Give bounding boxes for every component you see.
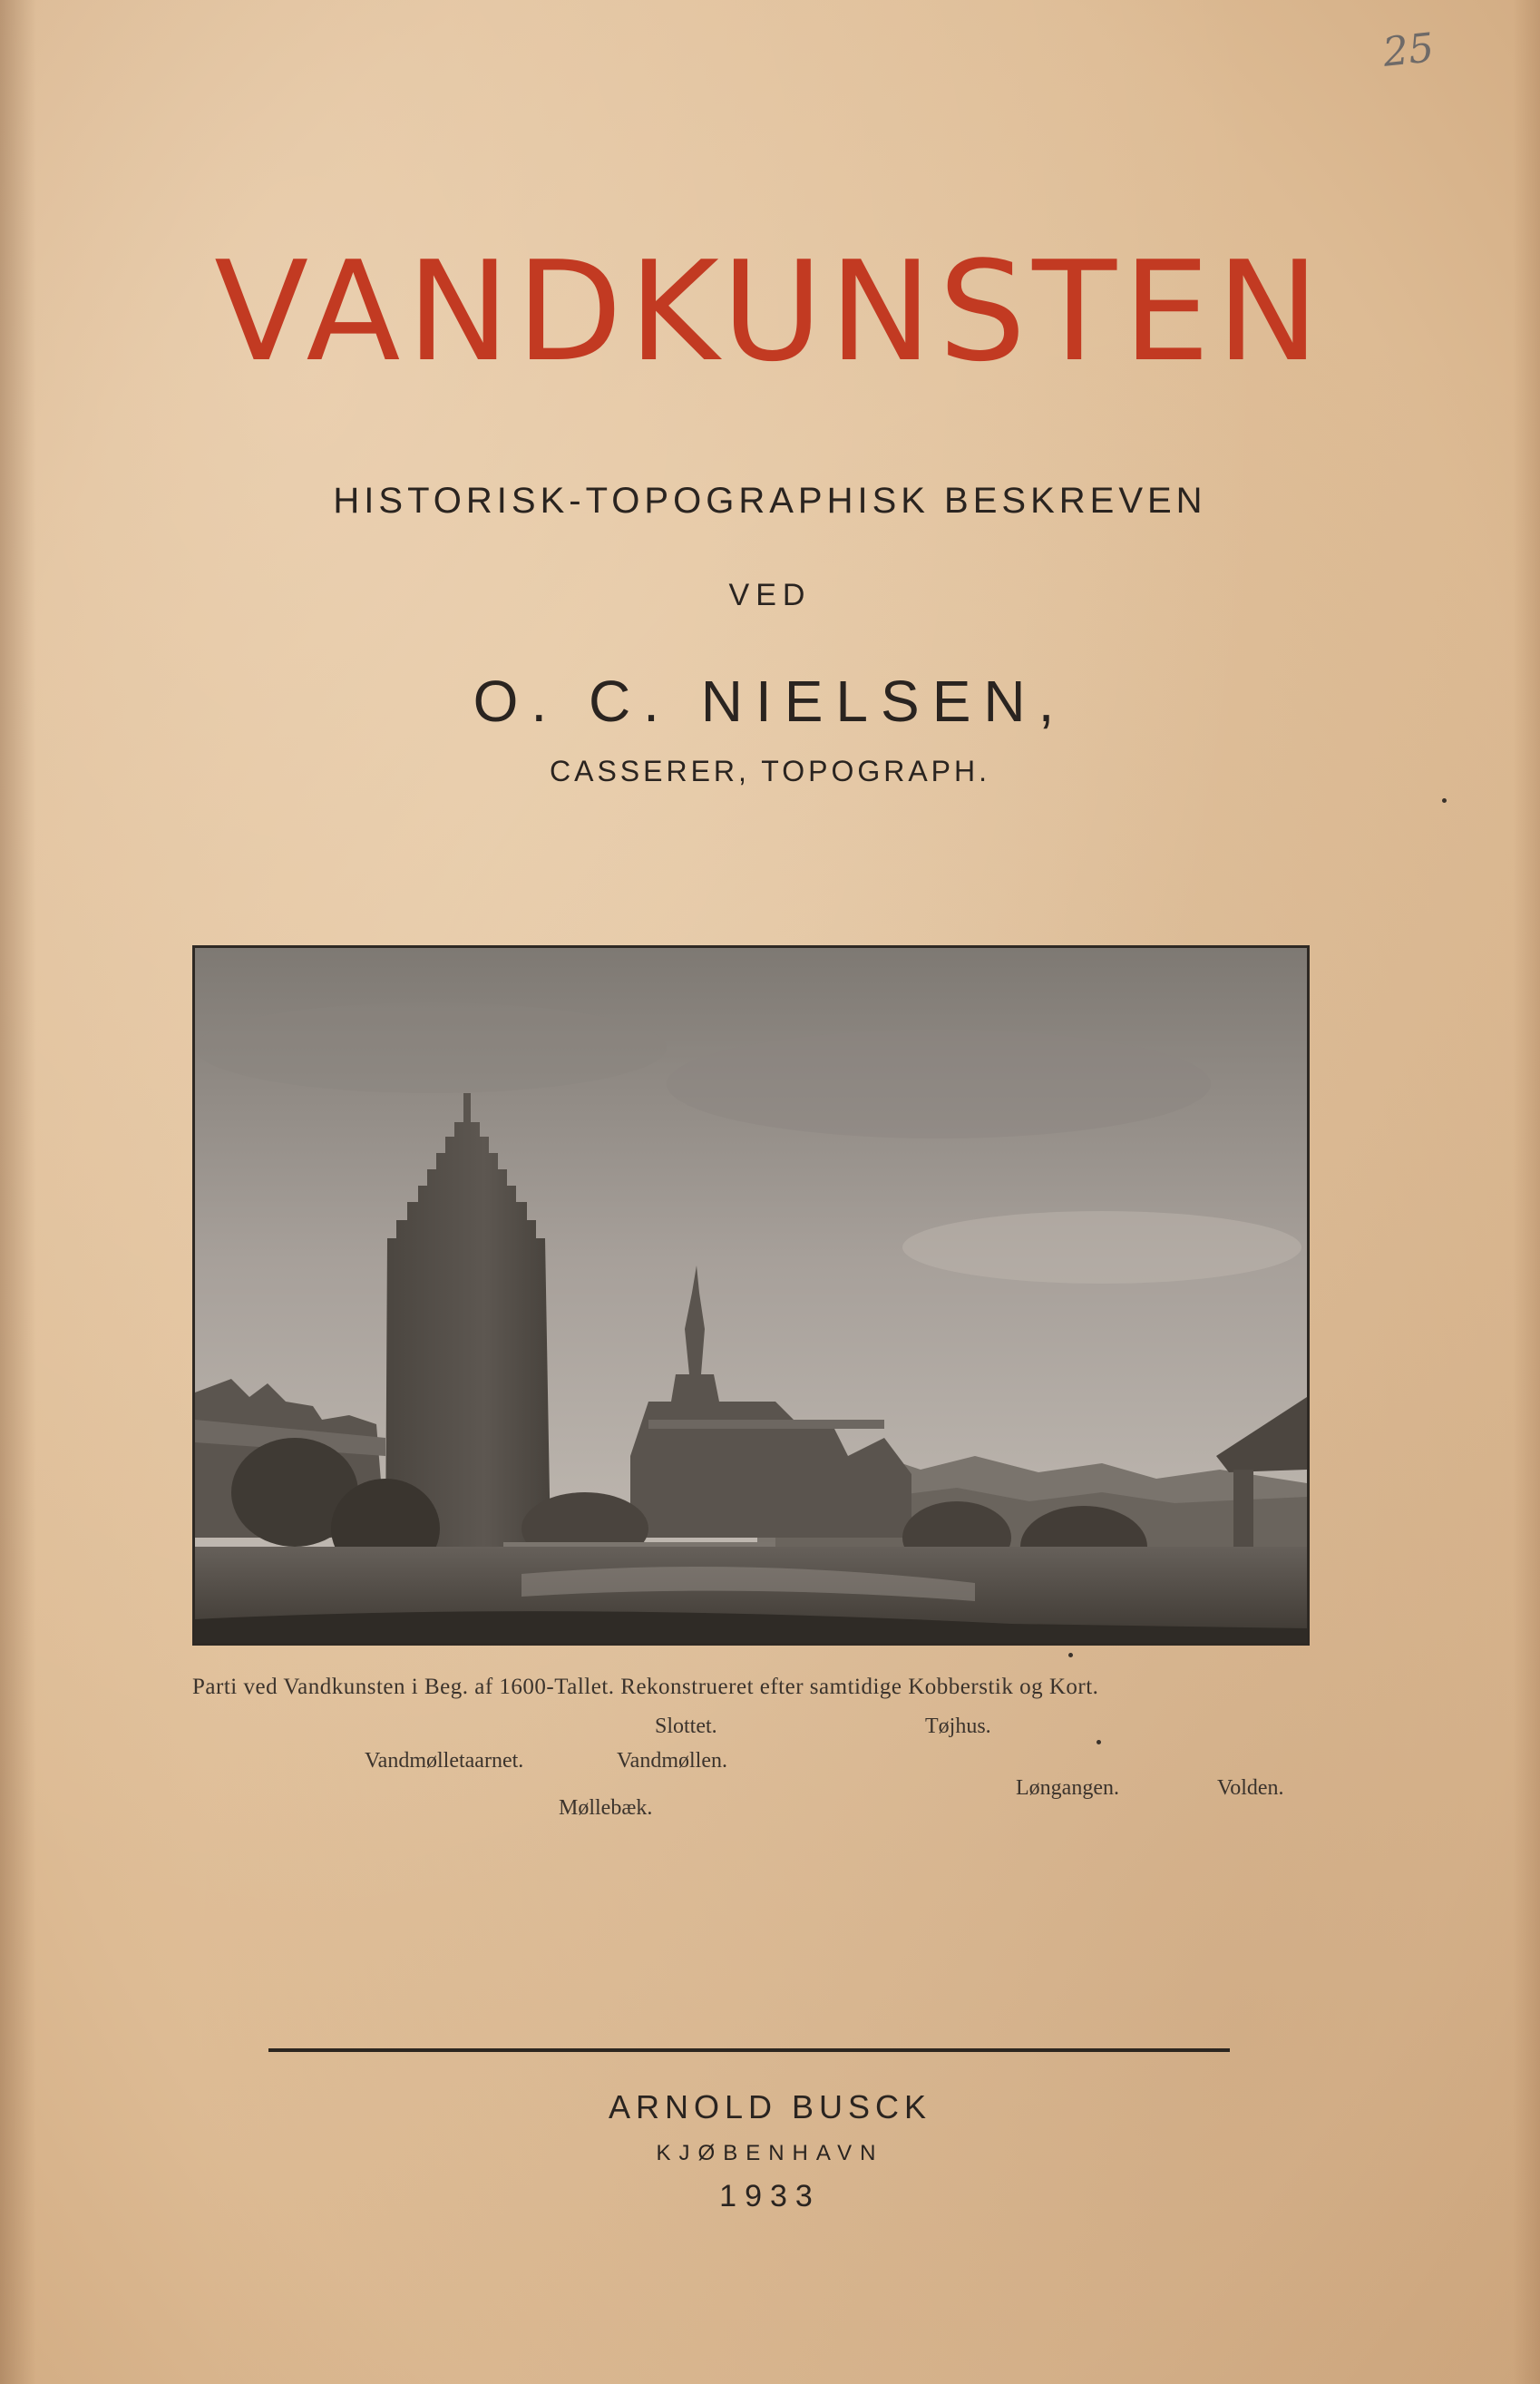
printing-speck bbox=[1442, 798, 1447, 803]
illustration-caption: Parti ved Vandkunsten i Beg. af 1600-Tallet. Rekonstrueret efter samtidige Kobberstik og Kort. bbox=[192, 1675, 1099, 1699]
author-name: O. C. NIELSEN, bbox=[473, 669, 1067, 734]
label-tojhus: Tøjhus. bbox=[925, 1715, 991, 1738]
label-slottet: Slottet. bbox=[655, 1715, 717, 1738]
printing-speck bbox=[1068, 1653, 1073, 1657]
publisher-city: KJØBENHAVN bbox=[656, 2141, 884, 2165]
label-longangen: Løngangen. bbox=[1016, 1776, 1119, 1800]
divider-rule bbox=[268, 2048, 1230, 2052]
illustration-plate bbox=[192, 945, 1310, 1646]
publisher-name: ARNOLD BUSCK bbox=[608, 2088, 932, 2125]
label-volden: Volden. bbox=[1217, 1776, 1284, 1800]
label-mollebaek: Møllebæk. bbox=[559, 1796, 653, 1820]
handwritten-note: 25 bbox=[1380, 24, 1437, 76]
printing-speck bbox=[1097, 1740, 1101, 1744]
by-line: VED bbox=[728, 578, 812, 612]
book-subtitle: HISTORISK-TOPOGRAPHISK BESKREVEN bbox=[333, 481, 1207, 521]
label-vandmolletaarnet: Vandmølletaarnet. bbox=[365, 1749, 524, 1773]
engraving-image bbox=[195, 948, 1307, 1643]
publication-year: 1933 bbox=[719, 2179, 821, 2213]
book-title: VANDKUNSTEN bbox=[214, 231, 1326, 392]
label-vandmollen: Vandmøllen. bbox=[617, 1749, 727, 1773]
author-role: CASSERER, TOPOGRAPH. bbox=[549, 755, 991, 787]
